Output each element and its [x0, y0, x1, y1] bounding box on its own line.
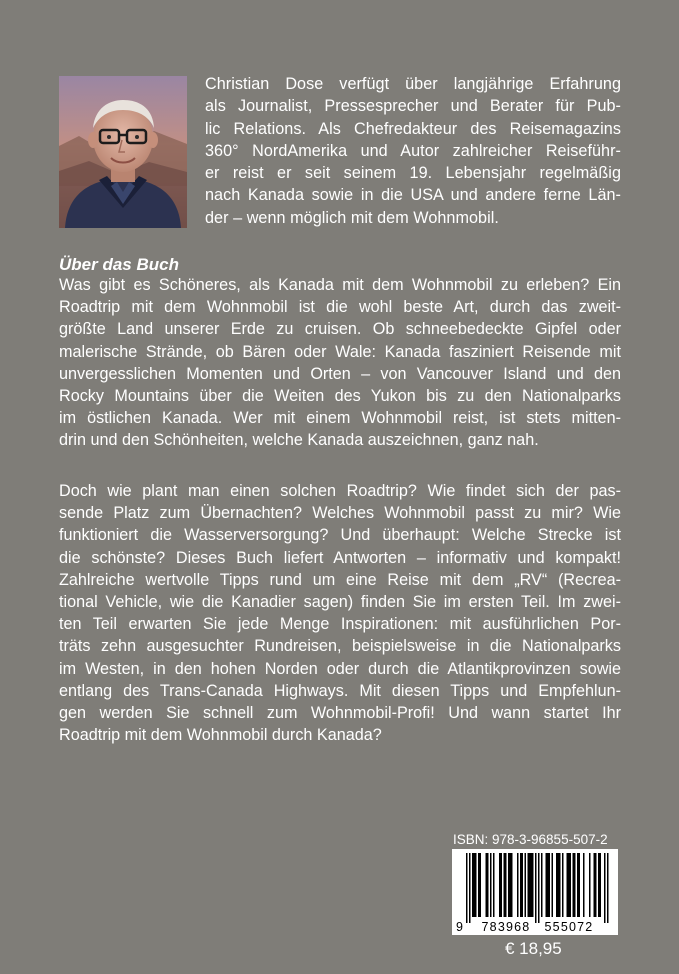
barcode-bar	[552, 853, 554, 917]
section-title: Über das Buch	[59, 255, 179, 274]
barcode-bar	[579, 853, 581, 917]
paragraph-line: größte Land unserer Erde zu cruisen. Ob schneebedeckte Gipfel oder	[59, 320, 621, 339]
barcode-bar	[532, 853, 534, 917]
barcode-bar	[501, 853, 503, 917]
barcode-bar	[475, 853, 477, 917]
barcode-bar	[478, 853, 480, 917]
barcode-bar	[541, 853, 543, 917]
barcode-bar	[538, 853, 540, 923]
barcode-graphic	[452, 849, 618, 935]
paragraph-line: im Westen, in den hohen Norden oder durch die Atlantikprovinzen sowie	[59, 659, 621, 678]
barcode-bar	[511, 853, 513, 917]
paragraph-line: drin und den Schönheiten, welche Kanada auszeichnen, ganz nah.	[59, 431, 539, 450]
barcode-bar	[562, 853, 564, 917]
barcode-bar	[604, 853, 606, 923]
barcode-bar	[529, 853, 531, 917]
author-bio-line: der – wenn möglich mit dem Wohnmobil.	[205, 208, 499, 227]
barcode-bar	[583, 853, 585, 917]
paragraph-line: Roadtrip mit dem Wohnmobil durch Kanada?	[59, 726, 382, 745]
author-bio-line: lic Relations. Als Chefredakteur des Reisemagazins	[205, 119, 621, 138]
price: € 18,95	[505, 939, 562, 958]
paragraph-line: im östlichen Kanada. Wer mit einem Wohnmobil reist, ist stets mitten-	[59, 409, 621, 428]
barcode-bar	[493, 853, 495, 917]
author-bio-line: 360° NordAmerika und Autor zahlreicher Reiseführ-	[205, 141, 621, 160]
barcode-bars	[466, 853, 609, 923]
barcode-bar	[577, 853, 579, 917]
paragraph-line: sende Platz zum Übernachten? Welches Wohnmobil passt zu mir? Wie	[59, 504, 621, 523]
barcode-left-digits: 783968	[481, 920, 531, 934]
barcode-bar	[505, 853, 507, 917]
barcode-bar	[573, 853, 575, 917]
barcode-bar	[607, 853, 609, 923]
barcode-bar	[547, 853, 549, 917]
barcode-bar	[487, 853, 489, 917]
barcode-bar	[474, 853, 476, 917]
book-description-paragraph-2	[59, 480, 621, 746]
barcode-bar	[504, 853, 506, 917]
paragraph-line: entlang des Trans-Canada Highways. Mit diesen Tipps und Empfehlun-	[59, 681, 621, 700]
book-description-paragraph-1	[59, 274, 621, 452]
paragraph-line: funktioniert die Wasserversorgung? Und überhaupt: Welche Strecke ist	[59, 526, 621, 545]
author-bio-line: Christian Dose verfügt über langjährige Erfahrung	[205, 75, 621, 93]
barcode-bar	[556, 853, 558, 917]
barcode-bar	[480, 853, 482, 917]
barcode-bar	[595, 853, 597, 917]
barcode-bar	[594, 853, 596, 917]
barcode-bar	[520, 853, 522, 917]
barcode-bar	[570, 853, 572, 917]
barcode-bar	[469, 853, 471, 923]
isbn-label: ISBN: 978-3-96855-507-2	[453, 832, 608, 847]
barcode-bar	[559, 853, 561, 917]
barcode-bar	[567, 853, 569, 917]
barcode-bar	[546, 853, 548, 917]
paragraph-line: träts zehn ausgesuchter Rundreisen, beispielsweise in die Nationalparks	[59, 637, 621, 656]
barcode-bar	[568, 853, 570, 917]
barcode-bar	[525, 853, 527, 917]
barcode-bar	[508, 853, 510, 917]
barcode-bar	[490, 853, 492, 917]
paragraph-line: ten Teil erwarten Sie jede Menge Inspirationen: mit ausführlichen Por-	[59, 615, 621, 634]
barcode-bar	[517, 853, 519, 917]
paragraph-line: unvergesslichen Momenten und Orten – von Vancouver Island und den	[59, 364, 621, 383]
barcode-first-digit: 9	[456, 920, 463, 934]
barcode-right-digits: 555072	[544, 920, 594, 934]
paragraph-line: Roadtrip mit dem Wohnmobil ist die wohl beste Art, durch das zweit-	[59, 298, 621, 317]
author-bio	[205, 73, 621, 229]
author-bio-line: nach Kanada sowie in die USA und andere ferne Län-	[205, 186, 621, 205]
barcode-bar	[558, 853, 560, 917]
author-bio-line: als Journalist, Pressesprecher und Berater für Pub-	[205, 97, 621, 116]
barcode-bar	[522, 853, 524, 917]
barcode-bar	[589, 853, 591, 917]
barcode-bar	[574, 853, 576, 917]
barcode-bar	[528, 853, 530, 917]
author-bio-line: er reist er seit seinem 19. Lebensjahr regelmäßig	[205, 164, 621, 183]
barcode-bar	[472, 853, 474, 917]
paragraph-line: Zahlreiche wertvolle Tipps rund um eine Reise mit dem „RV“ (Recrea-	[59, 570, 621, 589]
barcode-bar	[549, 853, 551, 917]
author-photo	[59, 76, 187, 228]
paragraph-line: tional Vehicle, wie die Kanadier sagen) finden Sie im ersten Teil. Im zwei-	[59, 593, 621, 612]
paragraph-line: gen werden Sie schnell zum Wohnmobil-Profi! Und wann startet Ihr	[59, 704, 621, 723]
barcode-bar	[598, 853, 600, 917]
barcode-bar	[486, 853, 488, 917]
barcode-bar	[531, 853, 533, 917]
paragraph-line: malerische Strände, ob Bären oder Wale: Kanada fasziniert Reisende mit	[59, 342, 621, 361]
paragraph-line: Rocky Mountains über die Weiten des Yukon bis zu den Nationalparks	[59, 387, 621, 406]
barcode-bar	[535, 853, 537, 923]
paragraph-line: die schönste? Dieses Buch liefert Antworten – informativ und kompakt!	[59, 548, 621, 567]
barcode-bar	[600, 853, 602, 917]
barcode-bar	[510, 853, 512, 917]
paragraph-line: Doch wie plant man einen solchen Roadtrip? Wie findet sich der pas-	[59, 482, 621, 500]
paragraph-line: Was gibt es Schöneres, als Kanada mit dem Wohnmobil zu erleben? Ein	[59, 276, 621, 294]
barcode	[452, 849, 618, 935]
barcode-bar	[466, 853, 468, 923]
author-portrait-image	[59, 76, 187, 228]
barcode-bar	[499, 853, 501, 917]
